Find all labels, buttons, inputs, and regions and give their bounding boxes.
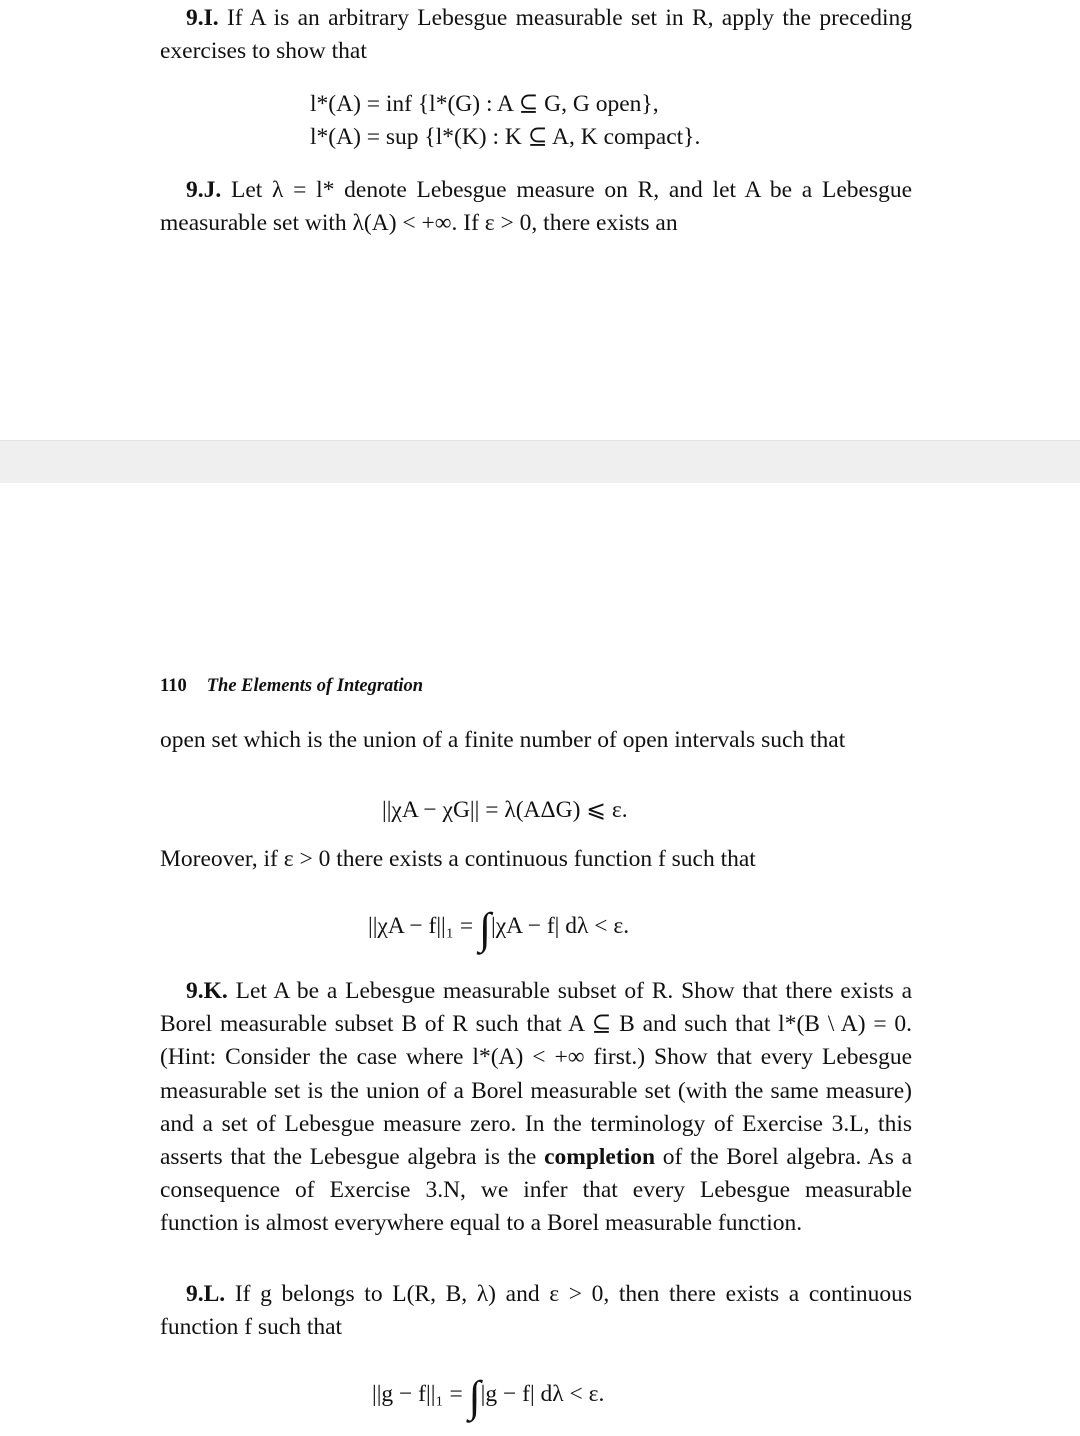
exercise-9l — [160, 1278, 912, 1344]
equation-l1-chi — [368, 904, 630, 953]
exercise-9i — [160, 2, 912, 68]
exercise-text: If A is an arbitrary Lebesgue measurable set in R, apply the preceding exercises to show that — [160, 5, 912, 65]
exercise-text: If g belongs to L(R, B, λ) and ε > 0, then there exists a continuous function f such that — [160, 1281, 913, 1341]
integral-sign: ∫ — [468, 1372, 481, 1421]
exercise-9j-continued: open set which is the union of a finite number of open intervals such that — [160, 727, 846, 753]
exercise-text-a: Let A be a Lebesgue measurable subset of R. Show that there exists a Borel measurable subset B of R such that A ⊆ B and such that l*(B \ A) = 0. (Hint: Consider the case where l*(A) < +∞ first.) Show that every Lebesgue measurable set is the union of a Borel measurable set (with the same measure) and a set of Lebesgue measure zero. In the terminology of Exercise 3.L, this asserts that the Lebesgue algebra is the — [160, 978, 912, 1171]
equation-l1-g — [372, 1372, 605, 1421]
equation-right: |g − f| dλ < ε. — [480, 1381, 605, 1407]
integral-sign: ∫ — [478, 904, 492, 953]
equation-right: |χA − f| dλ < ε. — [491, 913, 630, 939]
exercise-label: 9.K. — [186, 978, 228, 1004]
page-number: 110 — [160, 676, 187, 696]
exercise-text-b: of the Borel algebra. As a consequence of Exercise 3.N, we infer that every Lebesgue measurable function is almost everywhere equal to a Borel measurable function. — [160, 1144, 913, 1237]
page-top — [0, 0, 1080, 440]
equation-left: ||χA − f||₁ = — [368, 913, 479, 939]
exercise-label: 9.J. — [186, 177, 222, 203]
moreover-paragraph: Moreover, if ε > 0 there exists a continuous function f such that — [160, 846, 756, 872]
exercise-9k — [160, 975, 912, 1241]
exercise-label: 9.L. — [186, 1281, 226, 1307]
page-gap — [0, 440, 1080, 484]
equation-inf: l*(A) = inf {l*(G) : A ⊆ G, G open}, — [310, 91, 659, 117]
exercise-label: 9.I. — [186, 5, 219, 31]
equation-sup: l*(A) = sup {l*(K) : K ⊆ A, K compact}. — [310, 124, 701, 150]
exercise-9j — [160, 174, 912, 240]
exercise-text: Let λ = l* denote Lebesgue measure on R, and let A be a Lebesgue measurable set with λ(A) < +∞. If ε > 0, there exists an — [160, 177, 913, 237]
bold-term-completion: completion — [544, 1144, 656, 1171]
running-title: The Elements of Integration — [206, 676, 424, 696]
equation-left: ||g − f||₁ = — [372, 1381, 469, 1407]
equation-norm-chi: ||χA − χG|| = λ(AΔG) ⩽ ε. — [382, 797, 628, 823]
running-header — [160, 676, 423, 697]
